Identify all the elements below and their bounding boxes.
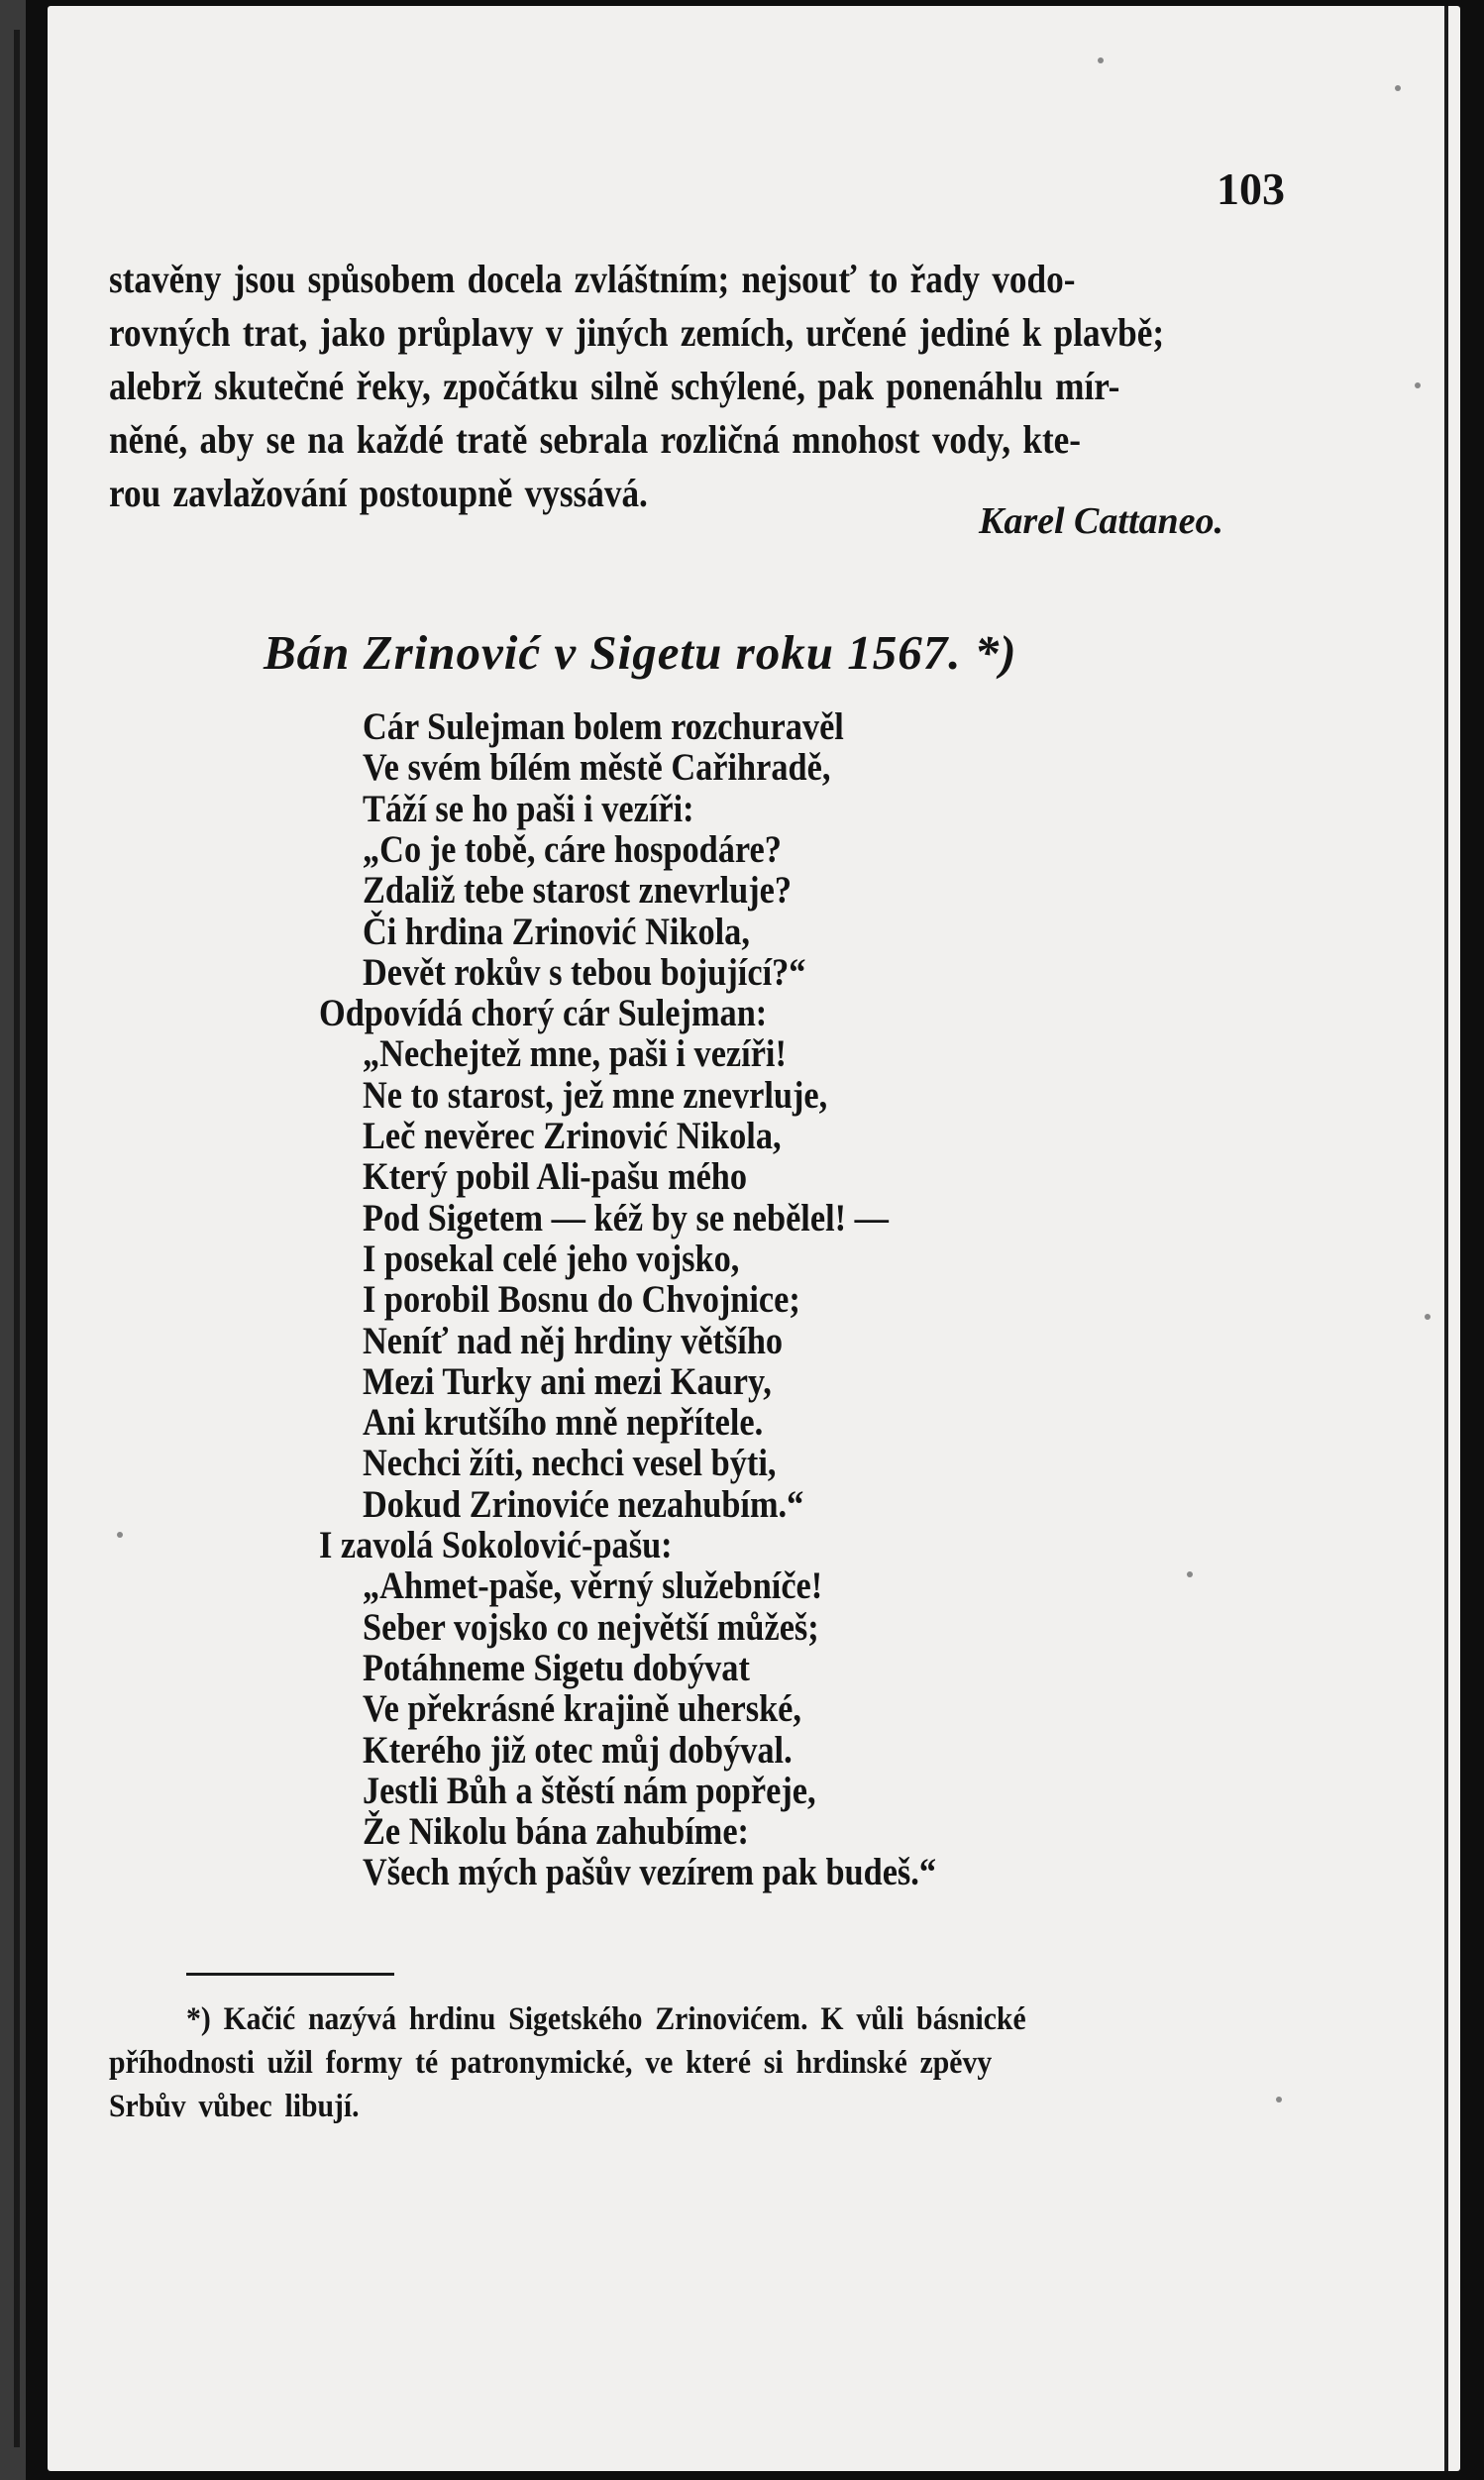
scan-speck <box>1425 1314 1431 1320</box>
poem-line: Který pobil Ali-pašu mého <box>363 1155 748 1198</box>
prose-line: rovných trat, jako průplavy v jiných zemích, určené jediné k plavbě; <box>109 310 1165 355</box>
poem-line: Jestli Bůh a štěstí nám popřeje, <box>363 1770 816 1812</box>
poem-line: Leč nevěrec Zrinović Nikola, <box>363 1115 782 1157</box>
page-right-border <box>1444 6 1448 2471</box>
scan-binding-shadow <box>14 30 20 2447</box>
scan-speck <box>1395 85 1401 91</box>
poem-line: Potáhneme Sigetu dobývat <box>363 1647 750 1689</box>
poem-line: Že Nikolu bána zahubíme: <box>363 1810 749 1853</box>
poem-line: Neníť nad něj hrdiny většího <box>363 1320 784 1362</box>
footnote-line: příhodnosti užil formy té patronymické, ve které si hrdinské zpěvy <box>109 2045 993 2081</box>
poem-line: Nechci žíti, nechci vesel býti, <box>363 1442 777 1484</box>
poem-line: Seber vojsko co největší můžeš; <box>363 1606 819 1649</box>
poem-line: „Nechejtež mne, paši i vezíři! <box>363 1032 787 1075</box>
poem-line: Ani krutšího mně nepřítele. <box>363 1401 764 1444</box>
poem-line: I zavolá Sokolović-pašu: <box>319 1524 673 1566</box>
poem-line: I posekal celé jeho vojsko, <box>363 1238 740 1280</box>
author-signature: Karel Cattaneo. <box>979 500 1224 542</box>
poem-line: „Ahmet-paše, věrný služebníče! <box>363 1564 823 1607</box>
poem-line: Cár Sulejman bolem rozchuravěl <box>363 705 844 748</box>
poem-line: Devět rokův s tebou bojující?“ <box>363 951 806 994</box>
poem-title: Bán Zrinović v Sigetu roku 1567. *) <box>264 625 1017 680</box>
scan-left-edge <box>0 0 26 2480</box>
scan-speck <box>1098 57 1104 63</box>
poem-line: Táží se ho paši i vezíři: <box>363 788 694 830</box>
footnote-line: Srbův vůbec libují. <box>109 2089 360 2124</box>
poem-line: Zdaliž tebe starost znevrluje? <box>363 869 793 912</box>
poem-line: Ve svém bílém městě Cařihradě, <box>363 746 831 789</box>
footnote-separator <box>186 1973 394 1976</box>
poem-line: Pod Sigetem — kéž by se nebělel! — <box>363 1197 889 1240</box>
poem-line: Ve překrásné krajině uherské, <box>363 1687 801 1730</box>
prose-line: něné, aby se na každé tratě sebrala rozličná mnohost vody, kte- <box>109 417 1082 462</box>
scan-speck <box>1276 2097 1282 2103</box>
scan-speck <box>117 1532 123 1538</box>
poem-line: Či hrdina Zrinović Nikola, <box>363 911 750 953</box>
poem-line: „Co je tobě, cáre hospodáre? <box>363 828 782 871</box>
poem-line: Všech mých pašův vezírem pak budeš.“ <box>363 1851 937 1893</box>
prose-line: stavěny jsou spůsobem docela zvláštním; nejsouť to řady vodo- <box>109 257 1076 301</box>
poem-line: Kterého již otec můj dobýval. <box>363 1729 793 1772</box>
poem-line: Ne to starost, jež mne znevrluje, <box>363 1074 828 1117</box>
page-number: 103 <box>1217 163 1285 214</box>
footnote-line: *) Kačić nazývá hrdinu Sigetského Zrinovićem. K vůli básnické <box>186 2001 1026 2037</box>
poem-line: Mezi Turky ani mezi Kaury, <box>363 1360 772 1403</box>
prose-line: alebrž skutečné řeky, zpočátku silně schýlené, pak ponenáhlu mír- <box>109 364 1120 408</box>
poem-line: I porobil Bosnu do Chvojnice; <box>363 1278 800 1321</box>
scan-speck <box>1415 382 1421 388</box>
book-page <box>48 6 1460 2471</box>
scan-speck <box>1187 1571 1193 1577</box>
poem-line: Dokud Zrinoviće nezahubím.“ <box>363 1483 804 1526</box>
poem-line: Odpovídá chorý cár Sulejman: <box>319 992 768 1034</box>
prose-line: rou zavlažování postoupně vyssává. <box>109 471 648 515</box>
